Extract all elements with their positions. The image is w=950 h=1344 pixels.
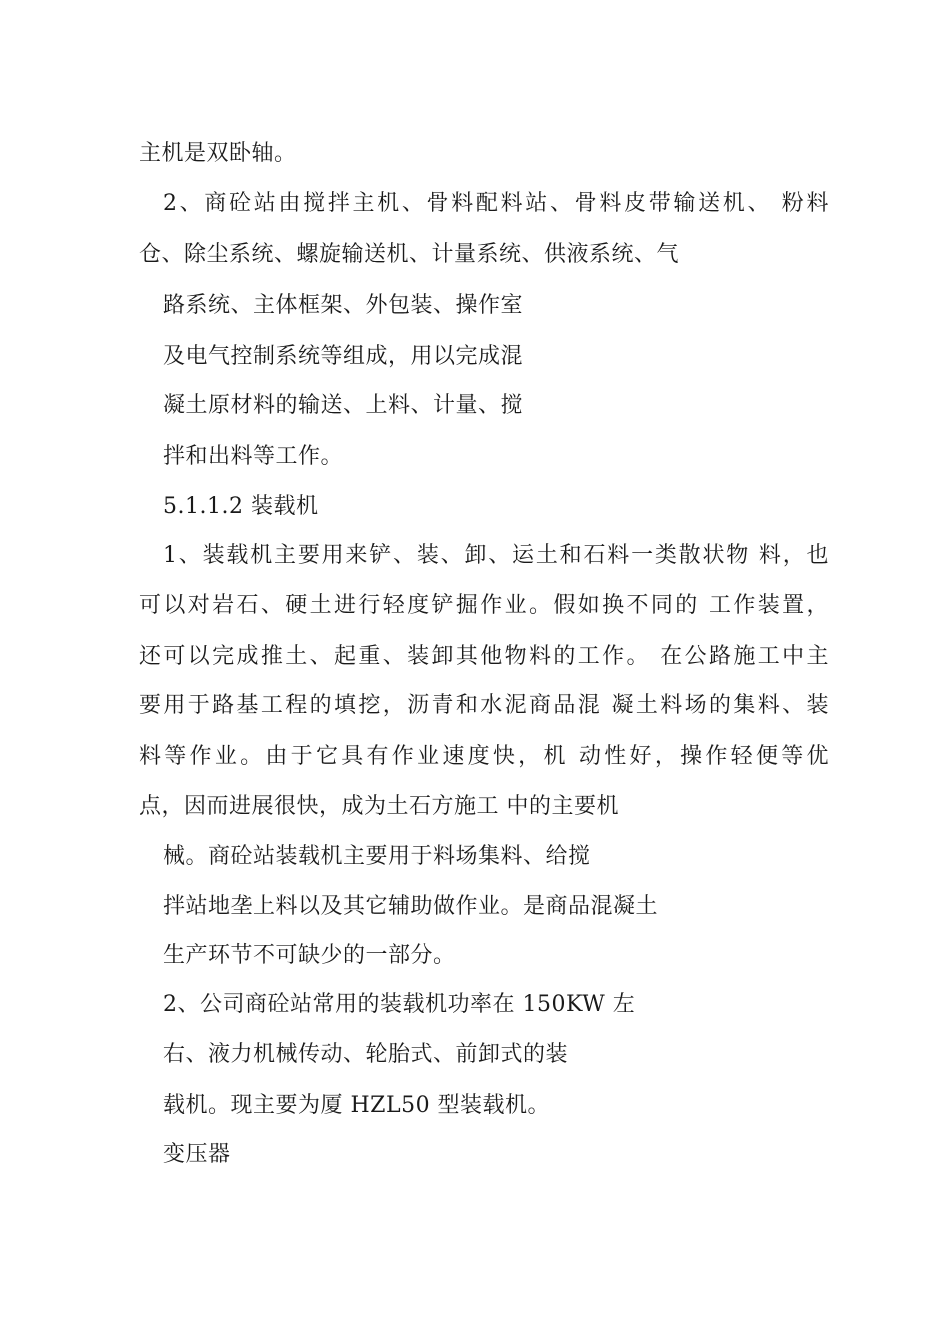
text-line-15: 械。商砼站装载机主要用于料场集料、给搅 — [163, 844, 591, 869]
section-heading: 5.1.1.2 装载机 — [163, 494, 319, 519]
text-line-7: 拌和出料等工作。 — [163, 444, 344, 469]
text-line-2: 2、商砼站由搅拌主机、骨料配料站、骨料皮带输送机、 粉料 — [163, 191, 829, 216]
text-line-21: 变压器 — [163, 1142, 231, 1167]
text-line-12: 要用于路基工程的填挖，沥青和水泥商品混 凝土料场的集料、装 — [139, 693, 829, 718]
text-line-9: 1、装载机主要用来铲、装、卸、运土和石料一类散状物 料，也 — [163, 543, 829, 568]
text-line-16: 拌站地垄上料以及其它辅助做作业。是商品混凝土 — [163, 894, 659, 919]
text-line-3: 仓、除尘系统、螺旋输送机、计量系统、供液系统、气 — [139, 242, 680, 267]
text-line-1: 主机是双卧轴。 — [139, 141, 297, 166]
text-line-13: 料等作业。由于它具有作业速度快，机 动性好，操作轻便等优 — [139, 744, 829, 769]
text-line-19: 右、液力机械传动、轮胎式、前卸式的装 — [163, 1042, 569, 1067]
text-line-14: 点，因而进展很快，成为土石方施工 中的主要机 — [139, 794, 619, 819]
text-line-6: 凝土原材料的输送、上料、计量、搅 — [163, 393, 524, 418]
text-line-5: 及电气控制系统等组成，用以完成混 — [163, 344, 524, 369]
text-line-11: 还可以完成推土、起重、装卸其他物料的工作。 在公路施工中主 — [139, 644, 829, 669]
text-line-10: 可以对岩石、硬土进行轻度铲掘作业。假如换不同的 工作装置， — [139, 593, 829, 618]
text-line-17: 生产环节不可缺少的一部分。 — [163, 943, 456, 968]
text-line-18: 2、公司商砼站常用的装载机功率在 150KW 左 — [163, 992, 636, 1017]
text-line-20: 载机。现主要为厦 HZL50 型装载机。 — [163, 1093, 551, 1118]
text-line-4: 路系统、主体框架、外包装、操作室 — [163, 293, 524, 318]
